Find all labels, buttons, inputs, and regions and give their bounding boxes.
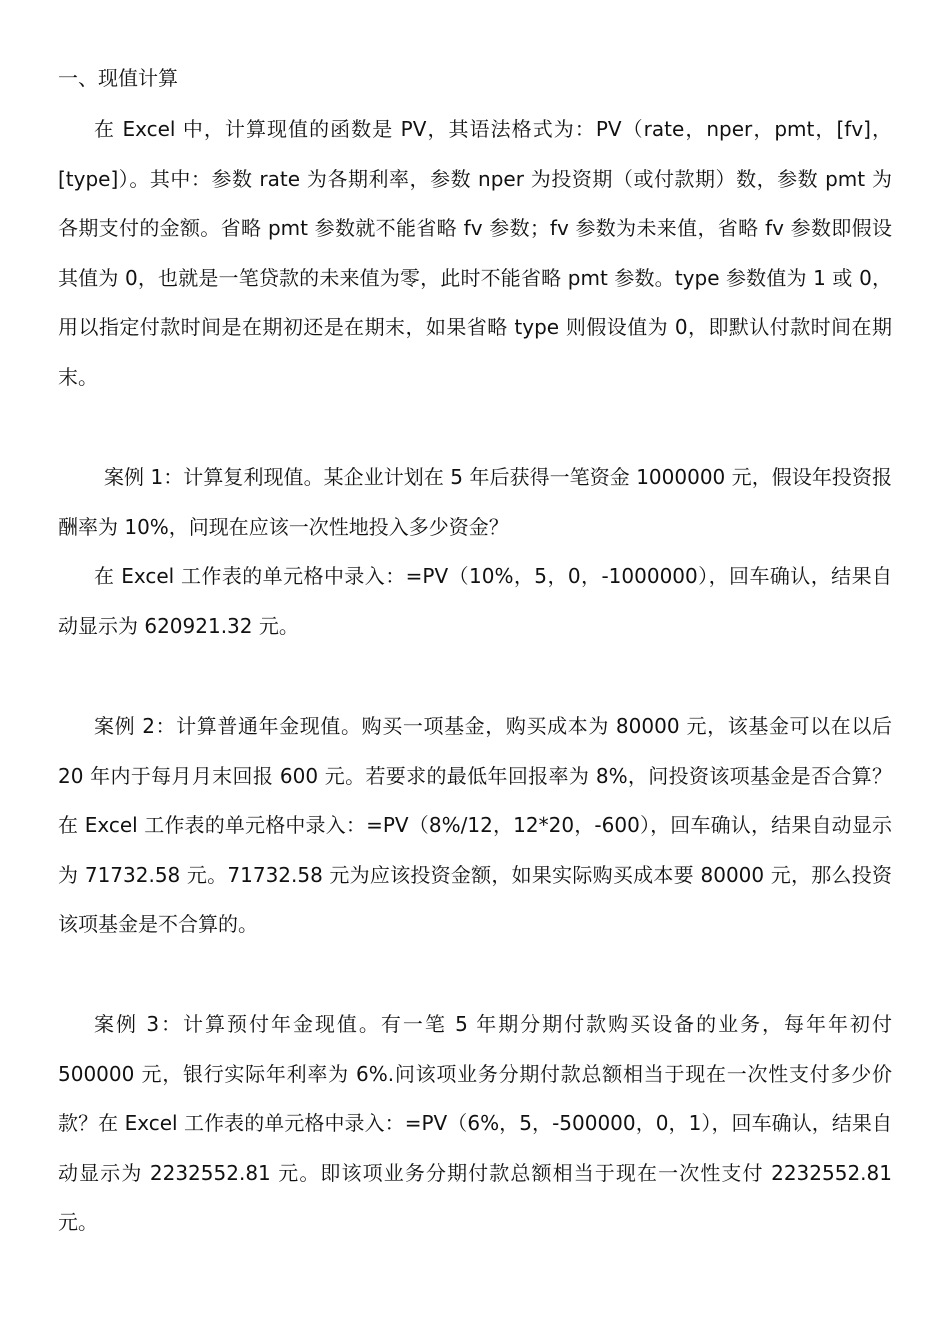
intro-paragraph: 在 Excel 中，计算现值的函数是 PV，其语法格式为：PV（rate，nper，pmt，[fv]，[type]）。其中：参数 rate 为各期利率，参数 nper 为投资期（或付款期）数，参数 pmt 为各期支付的金额。省略 pmt 参数就不能省略 fv 参数；fv 参数为未来值，省略 fv 参数即假设其值为 0，也就是一笔贷款的未来值为零，此时不能省略 pmt 参数。type 参数值为 1 或 0，用以指定付款时间是在期初还是在期末，如果省略 type 则假设值为 0，即默认付款时间在期末。	[58, 117, 892, 389]
case3-paragraph: 案例 3：计算预付年金现值。有一笔 5 年期分期付款购买设备的业务，每年年初付 500000 元，银行实际年利率为 6%.问该项业务分期付款总额相当于现在一次性支付多少价款？在 Excel 工作表的单元格中录入：=PV（6%，5，-500000，0，1），回车确认，结果自动显示为 2232552.81 元。即该项业务分期付款总额相当于现在一次性支付 2232552.81 元。	[58, 1012, 892, 1235]
case2-paragraph: 案例 2：计算普通年金现值。购买一项基金，购买成本为 80000 元，该基金可以在以后 20 年内于每月月末回报 600 元。若要求的最低年回报率为 8%，问投资该项基金是否合算？在 Excel 工作表的单元格中录入：=PV（8%/12，12*20，-600），回车确认，结果自动显示为 71732.58 元。71732.58 元为应该投资金额，如果实际购买成本要 80000 元，那么投资该项基金是不合算的。	[58, 714, 892, 937]
section-heading: 一、现值计算	[58, 66, 178, 90]
case1-answer-paragraph: 在 Excel 工作表的单元格中录入：=PV（10%，5，0，-1000000），回车确认，结果自动显示为 620921.32 元。	[58, 564, 892, 638]
case1-paragraph: 案例 1：计算复利现值。某企业计划在 5 年后获得一笔资金 1000000 元，假设年投资报酬率为 10%，问现在应该一次性地投入多少资金？	[58, 465, 892, 539]
